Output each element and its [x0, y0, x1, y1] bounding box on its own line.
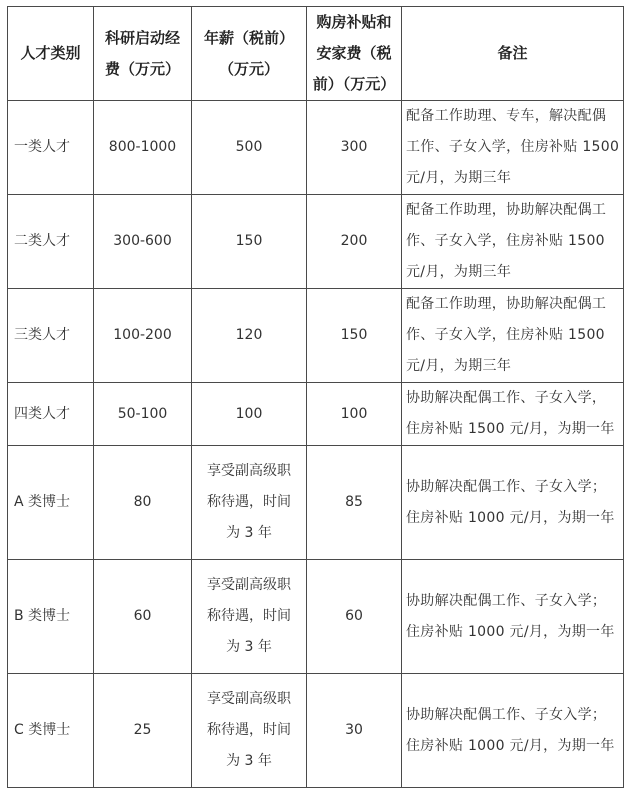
header-notes: 备注	[402, 7, 624, 101]
research-funds-cell: 50-100	[94, 383, 192, 446]
table-row	[8, 674, 624, 788]
notes-cell: 协助解决配偶工作、子女入学； 住房补贴 1000 元/月，为期一年	[402, 560, 624, 674]
notes-cell: 协助解决配偶工作、子女入学； 住房补贴 1000 元/月，为期一年	[402, 446, 624, 560]
category-cell: C 类博士	[8, 674, 94, 788]
notes-cell: 配备工作助理、专车，解决配偶 工作、子女入学，住房补贴 1500 元/月，为期三年	[402, 101, 624, 195]
table-row	[8, 560, 624, 674]
research-funds-cell: 60	[94, 560, 192, 674]
annual-salary-cell: 500	[192, 101, 307, 195]
table-row	[8, 289, 624, 383]
category-cell: 二类人才	[8, 195, 94, 289]
research-funds-cell: 300-600	[94, 195, 192, 289]
research-funds-cell: 800-1000	[94, 101, 192, 195]
table-row	[8, 383, 624, 446]
notes-cell: 协助解决配偶工作、子女入学， 住房补贴 1500 元/月，为期一年	[402, 383, 624, 446]
header-annual-salary: 年薪（税前） （万元）	[192, 7, 307, 101]
research-funds-cell: 25	[94, 674, 192, 788]
header-category: 人才类别	[8, 7, 94, 101]
housing-subsidy-cell: 85	[307, 446, 402, 560]
annual-salary-cell: 享受副高级职 称待遇，时间 为 3 年	[192, 446, 307, 560]
category-cell: 一类人才	[8, 101, 94, 195]
table-row	[8, 195, 624, 289]
header-row	[8, 7, 624, 101]
notes-cell: 配备工作助理，协助解决配偶工 作、子女入学，住房补贴 1500 元/月，为期三年	[402, 289, 624, 383]
category-cell: A 类博士	[8, 446, 94, 560]
housing-subsidy-cell: 100	[307, 383, 402, 446]
header-research-funds: 科研启动经 费（万元）	[94, 7, 192, 101]
table-row	[8, 101, 624, 195]
annual-salary-cell: 150	[192, 195, 307, 289]
table-row	[8, 446, 624, 560]
housing-subsidy-cell: 200	[307, 195, 402, 289]
research-funds-cell: 80	[94, 446, 192, 560]
header-housing-subsidy: 购房补贴和 安家费（税 前）（万元）	[307, 7, 402, 101]
housing-subsidy-cell: 150	[307, 289, 402, 383]
talent-policy-table	[7, 6, 624, 788]
category-cell: B 类博士	[8, 560, 94, 674]
housing-subsidy-cell: 300	[307, 101, 402, 195]
annual-salary-cell: 享受副高级职 称待遇，时间 为 3 年	[192, 674, 307, 788]
notes-cell: 配备工作助理，协助解决配偶工 作、子女入学，住房补贴 1500 元/月，为期三年	[402, 195, 624, 289]
housing-subsidy-cell: 60	[307, 560, 402, 674]
annual-salary-cell: 100	[192, 383, 307, 446]
research-funds-cell: 100-200	[94, 289, 192, 383]
housing-subsidy-cell: 30	[307, 674, 402, 788]
notes-cell: 协助解决配偶工作、子女入学； 住房补贴 1000 元/月，为期一年	[402, 674, 624, 788]
annual-salary-cell: 享受副高级职 称待遇，时间 为 3 年	[192, 560, 307, 674]
annual-salary-cell: 120	[192, 289, 307, 383]
category-cell: 四类人才	[8, 383, 94, 446]
category-cell: 三类人才	[8, 289, 94, 383]
